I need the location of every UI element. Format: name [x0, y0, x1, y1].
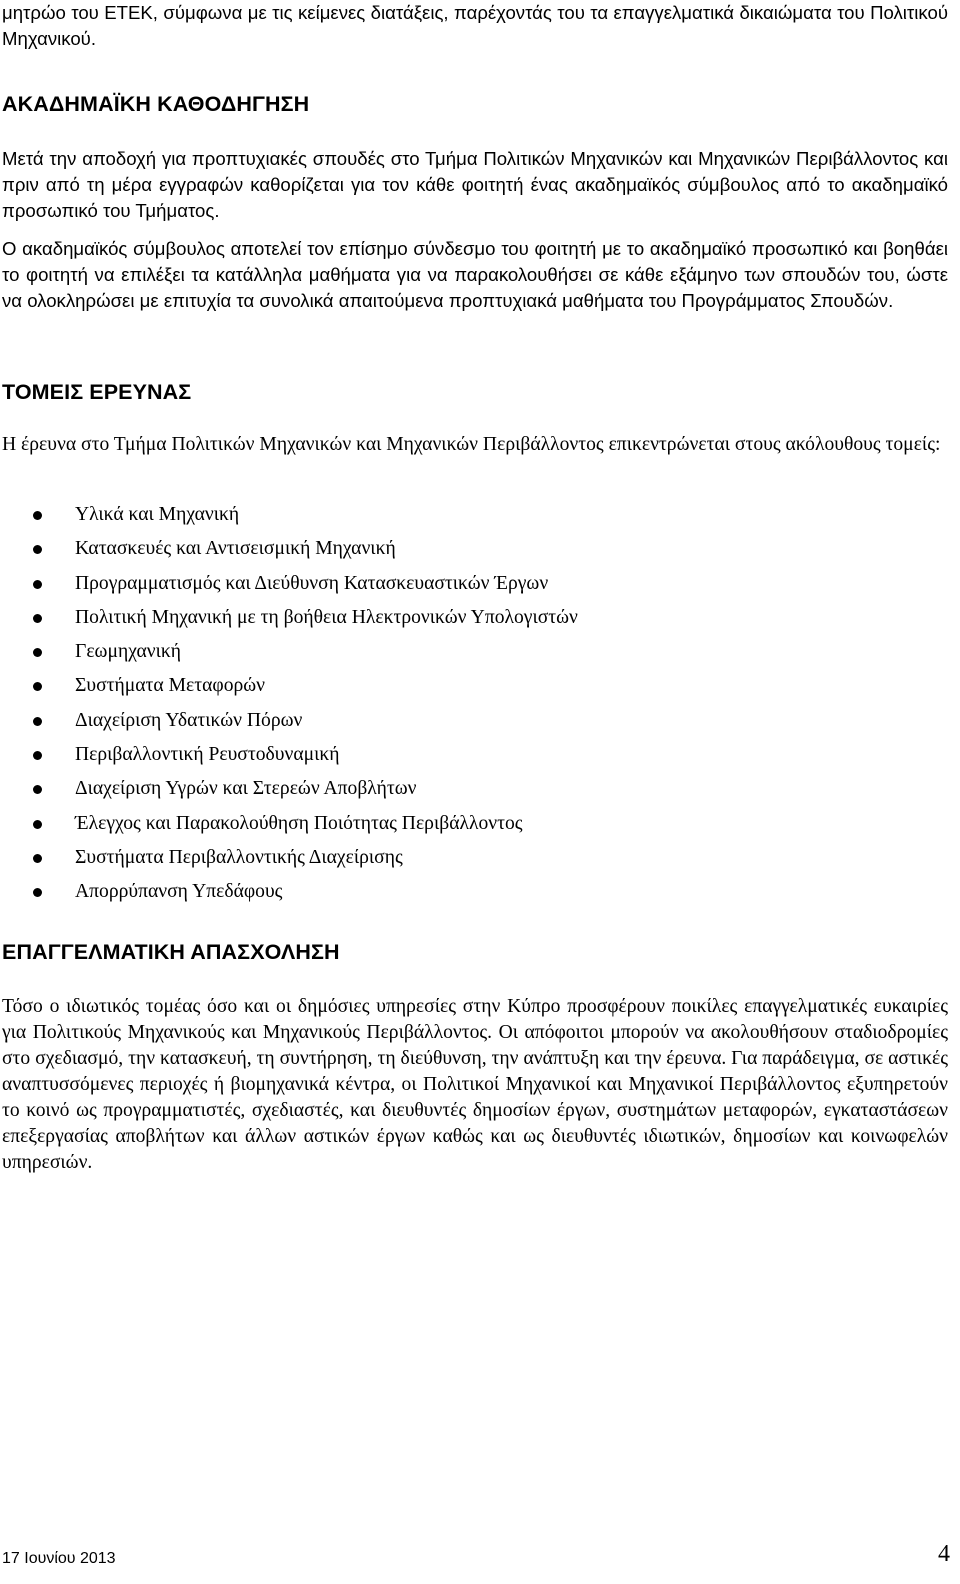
employment-heading: ΕΠΑΓΓΕΛΜΑΤΙΚΗ ΑΠΑΣΧΟΛΗΣΗ — [2, 940, 340, 964]
research-area-item — [0, 740, 578, 774]
research-area-item — [0, 774, 578, 808]
research-area-label: Γεωμηχανική — [75, 641, 181, 663]
bullet-icon — [33, 820, 42, 829]
research-area-item — [0, 603, 578, 637]
research-area-label: Διαχείριση Υγρών και Στερεών Αποβλήτων — [75, 778, 417, 800]
academic-advising-paragraph-1: Μετά την αποδοχή για προπτυχιακές σπουδές στο Τμήμα Πολιτικών Μηχανικών και Μηχανικών Περιβάλλοντος και πριν από τη μέρα εγγραφών καθορίζεται για τον κάθε φοιτητή ένας ακαδημαϊκός σύμβουλος από το ακαδημαϊκό προσωπικό του Τμήματος. — [2, 148, 948, 221]
bullet-icon — [33, 614, 42, 623]
intro-fragment: μητρώο του ΕΤΕΚ, σύμφωνα με τις κείμενες διατάξεις, παρέχοντάς του τα επαγγελματικά δικαιώματα του Πολιτικού Μηχανικού. — [2, 2, 948, 49]
bullet-icon — [33, 511, 42, 520]
bullet-icon — [33, 785, 42, 794]
footer-date: 17 Ιουνίου 2013 — [2, 1550, 116, 1567]
research-area-label: Κατασκευές και Αντισεισμική Μηχανική — [75, 538, 396, 560]
bullet-icon — [33, 888, 42, 897]
research-area-item — [0, 637, 578, 671]
research-area-label: Απορρύπανση Υπεδάφους — [75, 881, 283, 903]
research-area-item — [0, 534, 578, 568]
research-area-item — [0, 877, 578, 911]
bullet-icon — [33, 717, 42, 726]
research-area-label: Υλικά και Μηχανική — [75, 504, 240, 525]
research-area-item — [0, 843, 578, 877]
research-area-label: Προγραμματισμός και Διεύθυνση Κατασκευαστικών Έργων — [75, 572, 549, 594]
research-area-label: Πολιτική Μηχανική με τη βοήθεια Ηλεκτρονικών Υπολογιστών — [75, 606, 578, 628]
research-areas-list — [0, 500, 578, 912]
research-area-label: Συστήματα Μεταφορών — [75, 675, 266, 697]
bullet-icon — [33, 648, 42, 657]
academic-advising-heading: ΑΚΑΔΗΜΑΪΚΗ ΚΑΘΟΔΗΓΗΣΗ — [2, 92, 310, 116]
employment-paragraph: Τόσο ο ιδιωτικός τομέας όσο και οι δημόσιες υπηρεσίες στην Κύπρο προσφέρουν ποικίλες επαγγελματικές ευκαιρίες για Πολιτικούς Μηχανικούς και Μηχανικούς Περιβάλλοντος. Οι απόφοιτοι μπορούν να ακολουθήσουν σταδιοδρομίες στο σχεδιασμό, την κατασκευή, τη συντήρηση, τη διεύθυνση, την ανάπτυξη και την έρευνα. Για παράδειγμα, σε αστικές αναπτυσσόμενες περιοχές ή βιομηχανικά κέντρα, οι Πολιτικοί Μηχανικοί και Μηχανικοί Περιβάλλοντος εξυπηρετούν το κοινό ως προγραμματιστές, σχεδιαστές, και διευθυντές δημοσίων έργων, συστημάτων μεταφορών, εγκαταστάσεων επεξεργασίας αποβλήτων και άλλων αστικών έργων καθώς και ως διευθυντές ιδιωτικών, δημοσίων και κοινωφελών υπηρεσιών. — [2, 996, 948, 1173]
page-number: 4 — [938, 1541, 950, 1567]
research-area-item — [0, 500, 578, 534]
research-area-item — [0, 569, 578, 603]
research-intro: Η έρευνα στο Τμήμα Πολιτικών Μηχανικών και Μηχανικών Περιβάλλοντος επικεντρώνεται στους ακόλουθους τομείς: — [2, 434, 941, 455]
bullet-icon — [33, 580, 42, 589]
research-area-label: Έλεγχος και Παρακολούθηση Ποιότητας Περιβάλλοντος — [75, 812, 523, 834]
research-area-item — [0, 671, 578, 705]
bullet-icon — [33, 854, 42, 863]
bullet-icon — [33, 751, 42, 760]
research-area-label: Συστήματα Περιβαλλοντικής Διαχείρισης — [75, 846, 403, 868]
bullet-icon — [33, 545, 42, 554]
research-area-label: Περιβαλλοντική Ρευστοδυναμική — [75, 744, 340, 766]
research-heading: ΤΟΜΕΙΣ ΕΡΕΥΝΑΣ — [2, 380, 192, 404]
bullet-icon — [33, 682, 42, 691]
research-area-label: Διαχείριση Υδατικών Πόρων — [75, 709, 303, 731]
academic-advising-paragraph-2: Ο ακαδημαϊκός σύμβουλος αποτελεί τον επίσημο σύνδεσμο του φοιτητή με το ακαδημαϊκό προσωπικό και βοηθάει το φοιτητή να επιλέξει τα κατάλληλα μαθήματα για να παρακολουθήσει σε κάθε εξάμηνο των σπουδών του, ώστε να ολοκληρώσει με επιτυχία τα συνολικά απαιτούμενα προπτυχιακά μαθήματα του Προγράμματος Σπουδών. — [2, 238, 948, 311]
research-area-item — [0, 809, 578, 843]
research-area-item — [0, 706, 578, 740]
